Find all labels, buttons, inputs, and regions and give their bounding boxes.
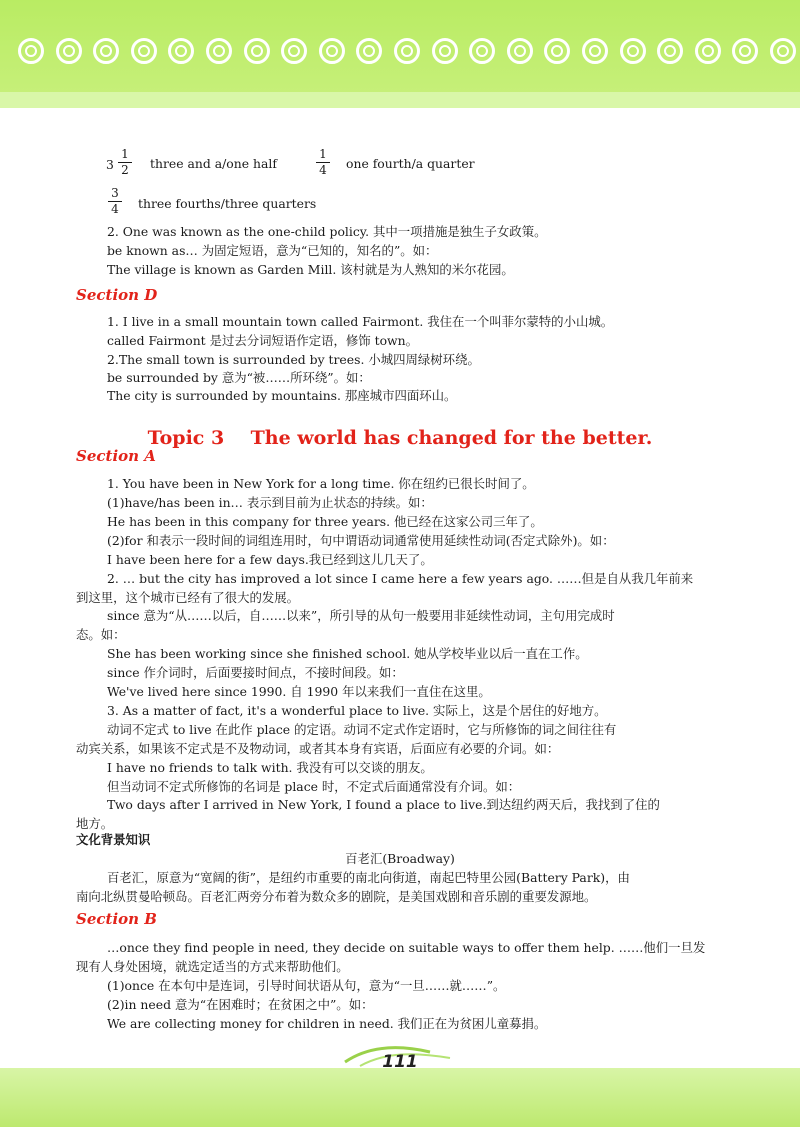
- header-shade: [0, 92, 800, 108]
- section-b-line: We are collecting money for children in need. 我们正在为贫困儿童募捐。: [107, 1016, 547, 1031]
- section-a-line: 动宾关系，如果该不定式是不及物动词，或者其本身有宾语，后面应有必要的介词。如：: [76, 741, 560, 756]
- ring-ornament-icon: [93, 38, 119, 64]
- fraction-3-text: three fourths/three quarters: [138, 196, 317, 211]
- section-a-line: 但当动词不定式所修饰的名词是 place 时，不定式后面通常没有介词。如：: [107, 779, 521, 794]
- intro-line: 2. One was known as the one-child policy. 其中一项措施是独生子女政策。: [107, 224, 547, 239]
- ring-ornament-icon: [695, 38, 721, 64]
- fraction-2-denominator: 4: [319, 163, 327, 177]
- section-a-line: 1. You have been in New York for a long time. 你在纽约已很长时间了。: [107, 476, 535, 491]
- section-a-line: 2. … but the city has improved a lot since I came here a few years ago. ……但是自从我几年前来: [107, 571, 694, 586]
- topic-title: Topic 3 The world has changed for the better.: [147, 427, 653, 449]
- section-a-line: (1)have/has been in… 表示到目前为止状态的持续。如：: [107, 495, 433, 510]
- section-d-line: be surrounded by 意为“被……所环绕”。如：: [107, 370, 371, 385]
- footer-band: [0, 1068, 800, 1127]
- culture-heading: 文化背景知识: [76, 832, 151, 847]
- section-b-line: 现有人身处困境，就选定适当的方式来帮助他们。: [76, 959, 349, 974]
- fraction-1-whole: 3: [106, 157, 114, 172]
- ring-ornament-icon: [582, 38, 608, 64]
- ring-ornament-icon: [319, 38, 345, 64]
- fraction-2-numerator: 1: [316, 147, 330, 163]
- intro-line: be known as… 为固定短语，意为“已知的，知名的”。如：: [107, 243, 438, 258]
- culture-title: 百老汇(Broadway): [345, 851, 455, 866]
- ring-ornament-icon: [18, 38, 44, 64]
- section-a-line: She has been working since she finished school. 她从学校毕业以后一直在工作。: [107, 646, 588, 661]
- section-a-heading: Section A: [76, 447, 156, 465]
- fraction-3-denominator: 4: [111, 202, 119, 216]
- section-d-heading: Section D: [76, 286, 158, 304]
- section-a-line: Two days after I arrived in New York, I found a place to live.到达纽约两天后，我找到了住的: [107, 797, 660, 812]
- fraction-3: [108, 186, 122, 217]
- fraction-2: [316, 147, 330, 178]
- ring-ornament-icon: [507, 38, 533, 64]
- section-a-line: I have been here for a few days.我已经到这儿几天了。: [107, 552, 433, 567]
- ring-ornament-icon: [131, 38, 157, 64]
- section-a-line: 态。如：: [76, 627, 126, 642]
- section-d-line: called Fairmont 是过去分词短语作定语，修饰 town。: [107, 333, 419, 348]
- section-a-line: 动词不定式 to live 在此作 place 的定语。动词不定式作定语时，它与所修饰的词之间往往有: [107, 722, 617, 737]
- section-b-line: …once they find people in need, they decide on suitable ways to offer them help. ……他们一旦发: [107, 940, 706, 955]
- fraction-1-numerator: 1: [118, 147, 132, 163]
- section-a-line: We've lived here since 1990. 自 1990 年以来我们一直住在这里。: [107, 684, 491, 699]
- intro-line: The village is known as Garden Mill. 该村就是为人熟知的米尔花园。: [107, 262, 514, 277]
- section-d-line: The city is surrounded by mountains. 那座城市四面环山。: [107, 388, 457, 403]
- section-a-line: (2)for 和表示一段时间的词组连用时，句中谓语动词通常使用延续性动词(否定式除外)。如：: [107, 533, 615, 548]
- ring-ornament-icon: [394, 38, 420, 64]
- section-a-line: I have no friends to talk with. 我没有可以交谈的朋友。: [107, 760, 433, 775]
- ring-ornament-icon: [620, 38, 646, 64]
- section-a-line: 3. As a matter of fact, it's a wonderful place to live. 实际上，这是个居住的好地方。: [107, 703, 607, 718]
- section-a-line: since 作介词时，后面要接时间点，不接时间段。如：: [107, 665, 404, 680]
- section-b-heading: Section B: [76, 910, 157, 928]
- page-number-area: [0, 1052, 800, 1072]
- ring-ornament-icon: [56, 38, 82, 64]
- ring-ornament-icon: [657, 38, 683, 64]
- fraction-1-text: three and a/one half: [150, 156, 277, 171]
- ring-ornament-icon: [206, 38, 232, 64]
- fraction-2-text: one fourth/a quarter: [346, 156, 475, 171]
- section-b-line: (1)once 在本句中是连词，引导时间状语从句，意为“一旦……就……”。: [107, 978, 506, 993]
- fraction-1-denominator: 2: [121, 163, 129, 177]
- section-d-line: 1. I live in a small mountain town called Fairmont. 我住在一个叫菲尔蒙特的小山城。: [107, 314, 614, 329]
- section-a-line: 到这里，这个城市已经有了很大的发展。: [76, 590, 300, 605]
- ring-ornament-icon: [244, 38, 270, 64]
- page-number: 111: [382, 1052, 418, 1072]
- culture-line: 百老汇，原意为“宽阔的街”，是纽约市重要的南北向街道，南起巴特里公园(Battery Park)，由: [107, 870, 630, 885]
- culture-line: 南向北纵贯曼哈顿岛。百老汇两旁分布着为数众多的剧院，是美国戏剧和音乐剧的重要发源地。: [76, 889, 597, 904]
- ring-ornament-icon: [770, 38, 796, 64]
- section-a-line: 地方。: [76, 816, 114, 831]
- fraction-3-numerator: 3: [108, 186, 122, 202]
- section-a-line: He has been in this company for three years. 他已经在这家公司三年了。: [107, 514, 543, 529]
- ring-ornament-icon: [432, 38, 458, 64]
- ring-ornament-icon: [281, 38, 307, 64]
- ring-ornament-icon: [469, 38, 495, 64]
- fraction-1: [118, 147, 132, 178]
- section-a-line: since 意为“从……以后，自……以来”，所引导的从句一般要用非延续性动词，主句用完成时: [107, 608, 615, 623]
- section-d-line: 2.The small town is surrounded by trees. 小城四周绿树环绕。: [107, 352, 480, 367]
- section-b-line: (2)in need 意为“在困难时；在贫困之中”。如：: [107, 997, 374, 1012]
